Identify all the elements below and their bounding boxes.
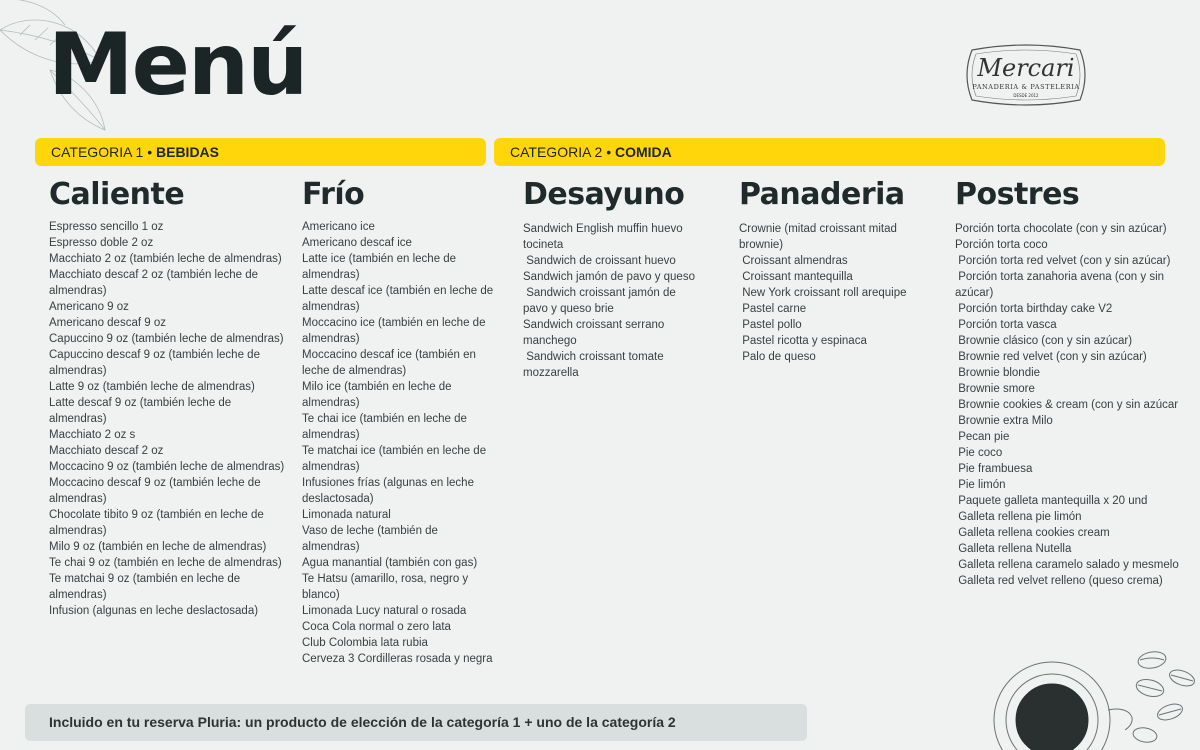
- category-2-banner: [494, 138, 1165, 166]
- menu-item: Palo de queso: [739, 351, 816, 363]
- menu-item: Pie coco: [955, 447, 1003, 459]
- menu-item: Club Colombia lata rubia: [302, 637, 428, 649]
- item-list: [523, 221, 703, 381]
- menu-item: Porción torta vasca: [955, 319, 1057, 331]
- menu-item: Agua manantial (también con gas): [302, 557, 478, 569]
- menu-item: Te chai 9 oz (también en leche de almendras): [49, 557, 282, 569]
- menu-item: Brownie clásico (con y sin azúcar): [955, 335, 1133, 347]
- menu-section-desayuno: [523, 176, 703, 381]
- menu-item: Brownie cookies & cream (con y sin azúcar: [955, 399, 1179, 411]
- menu-item: Limonada natural: [302, 509, 391, 521]
- menu-item: Americano 9 oz: [49, 301, 129, 313]
- menu-item: Moccacino 9 oz (también leche de almendras): [49, 461, 285, 473]
- menu-item: Americano ice: [302, 221, 375, 233]
- menu-item: Espresso sencillo 1 oz: [49, 221, 164, 233]
- menu-item: Milo 9 oz (también en leche de almendras): [49, 541, 267, 553]
- menu-item: Crownie (mitad croissant mitad brownie): [739, 223, 901, 251]
- menu-item: Latte descaf ice (también en leche de almendras): [302, 285, 497, 313]
- menu-item: Te matchai ice (también en leche de almendras): [302, 445, 490, 473]
- menu-item: Chocolate tibito 9 oz (también en leche de almendras): [49, 509, 268, 537]
- menu-item: Espresso doble 2 oz: [49, 237, 154, 249]
- menu-item: Galleta rellena cookies cream: [955, 527, 1110, 539]
- menu-item: Brownie blondie: [955, 367, 1041, 379]
- menu-item: Galleta red velvet relleno (queso crema): [955, 575, 1163, 587]
- menu-item: Galleta rellena pie limón: [955, 511, 1082, 523]
- menu-item: Te Hatsu (amarillo, rosa, negro y blanco): [302, 573, 472, 601]
- menu-item: Pie frambuesa: [955, 463, 1033, 475]
- menu-item: Capuccino 9 oz (también leche de almendras): [49, 333, 284, 345]
- page-title: Menú: [48, 15, 307, 115]
- menu-item: Croissant almendras: [739, 255, 848, 267]
- section-heading: Desayuno: [523, 177, 685, 212]
- menu-item: Latte descaf 9 oz (también leche de almendras): [49, 397, 235, 425]
- menu-item: Capuccino descaf 9 oz (también leche de almendras): [49, 349, 264, 377]
- menu-item: Pastel carne: [739, 303, 807, 315]
- menu-item: Paquete galleta mantequilla x 20 und: [955, 495, 1148, 507]
- menu-item: Pie limón: [955, 479, 1006, 491]
- footer-note: Incluido en tu reserva Pluria: un producto de elección de la categoría 1 + uno de la categoría 2: [25, 704, 807, 741]
- section-heading: Postres: [955, 177, 1080, 212]
- menu-item: Brownie extra Milo: [955, 415, 1053, 427]
- menu-item: Pastel ricotta y espinaca: [739, 335, 867, 347]
- menu-item: Milo ice (también en leche de almendras): [302, 381, 455, 409]
- category-1-banner: [35, 138, 486, 166]
- menu-item: Coca Cola normal o zero lata: [302, 621, 451, 633]
- menu-item: Infusiones frías (algunas en leche deslactosada): [302, 477, 478, 505]
- menu-item: Moccacino descaf ice (también en leche de almendras): [302, 349, 480, 377]
- menu-item: Sandwich croissant tomate mozzarella: [523, 351, 667, 379]
- menu-item: Porción torta coco: [955, 239, 1048, 251]
- menu-item: Macchiato descaf 2 oz: [49, 445, 164, 457]
- menu-item: Pecan pie: [955, 431, 1010, 443]
- menu-item: Infusion (algunas en leche deslactosada): [49, 605, 259, 617]
- category-2-name: COMIDA: [615, 144, 672, 160]
- item-list: [49, 219, 289, 619]
- menu-section-postres: [955, 176, 1190, 589]
- menu-item: Macchiato 2 oz s: [49, 429, 136, 441]
- logo-subtitle: PANADERIA & PASTELERIA: [972, 83, 1080, 91]
- menu-item: Sandwich croissant jamón de pavo y queso brie: [523, 287, 679, 315]
- menu-item: Sandwich de croissant huevo: [523, 255, 676, 267]
- brand-logo: [962, 44, 1090, 106]
- menu-item: Porción torta red velvet (con y sin azúcar): [955, 255, 1171, 267]
- category-2-prefix: CATEGORIA 2 •: [510, 144, 615, 160]
- menu-item: Cerveza 3 Cordilleras rosada y negra: [302, 653, 493, 665]
- menu-item: Te chai ice (también en leche de almendras): [302, 413, 471, 441]
- menu-item: Sandwich jamón de pavo y queso: [523, 271, 695, 283]
- menu-item: New York croissant roll arequipe: [739, 287, 907, 299]
- menu-item: Macchiato 2 oz (también leche de almendras): [49, 253, 282, 265]
- menu-item: Porción torta zanahoria avena (con y sin azúcar): [955, 271, 1168, 299]
- menu-item: Sandwich croissant serrano manchego: [523, 319, 668, 347]
- menu-item: Pastel pollo: [739, 319, 802, 331]
- menu-item: Sandwich English muffin huevo tocineta: [523, 223, 686, 251]
- item-list: [739, 221, 929, 365]
- category-1-name: BEBIDAS: [156, 144, 220, 160]
- item-list: [302, 219, 498, 667]
- coffee-cup-icon: [990, 640, 1200, 750]
- menu-item: Americano descaf ice: [302, 237, 412, 249]
- menu-section-frio: [302, 176, 498, 667]
- menu-item: Latte 9 oz (también leche de almendras): [49, 381, 255, 393]
- menu-item: Galleta rellena Nutella: [955, 543, 1072, 555]
- logo-since: DESDE 2012: [1013, 93, 1039, 98]
- menu-item: Porción torta birthday cake V2: [955, 303, 1113, 315]
- section-heading: Frío: [302, 177, 365, 212]
- menu-item: Latte ice (también en leche de almendras): [302, 253, 460, 281]
- menu-item: Moccacino ice (también en leche de almendras): [302, 317, 489, 345]
- menu-item: Brownie smore: [955, 383, 1035, 395]
- menu-item: Croissant mantequilla: [739, 271, 853, 283]
- menu-section-caliente: [49, 176, 289, 619]
- menu-item: Limonada Lucy natural o rosada: [302, 605, 467, 617]
- section-heading: Panaderia: [739, 177, 905, 212]
- menu-item: Americano descaf 9 oz: [49, 317, 166, 329]
- category-1-prefix: CATEGORIA 1 •: [51, 144, 156, 160]
- logo-brand-name: Mercari: [977, 54, 1075, 82]
- menu-item: Macchiato descaf 2 oz (también leche de almendras): [49, 269, 262, 297]
- menu-section-panaderia: [739, 176, 929, 365]
- menu-item: Te matchai 9 oz (también en leche de almendras): [49, 573, 244, 601]
- menu-item: Porción torta chocolate (con y sin azúcar): [955, 223, 1167, 235]
- menu-item: Moccacino descaf 9 oz (también leche de almendras): [49, 477, 264, 505]
- item-list: [955, 221, 1190, 589]
- menu-item: Brownie red velvet (con y sin azúcar): [955, 351, 1147, 363]
- menu-item: Galleta rellena caramelo salado y mesmelo: [955, 559, 1179, 571]
- menu-item: Vaso de leche (también de almendras): [302, 525, 442, 553]
- section-heading: Caliente: [49, 177, 185, 212]
